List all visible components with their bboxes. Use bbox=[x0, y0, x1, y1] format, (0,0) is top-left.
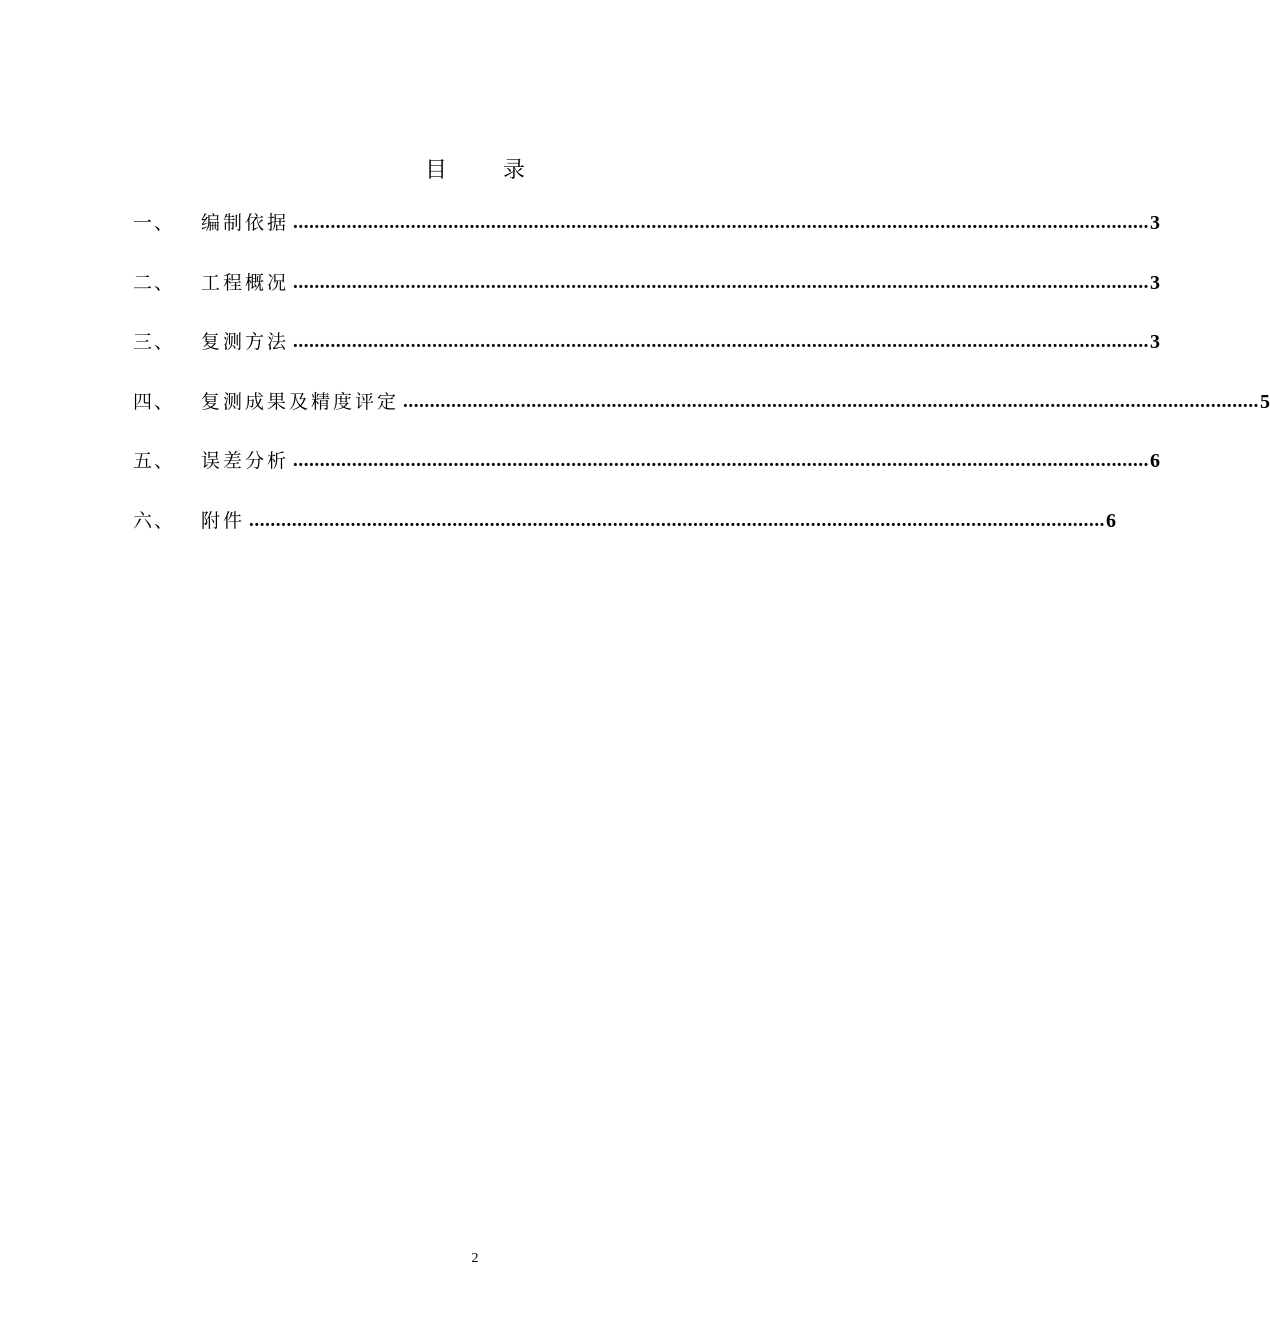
toc-dot-leader: ................................................................................................................................................................ bbox=[293, 331, 1150, 353]
toc-entry[interactable] bbox=[133, 208, 1161, 238]
toc-entry-number: 六、 bbox=[133, 509, 176, 532]
toc-entry-label: 复测成果及精度评定 bbox=[201, 390, 400, 413]
toc-dot-leader: ................................................................................................................................................................ bbox=[293, 212, 1150, 233]
toc-title: 目 录 bbox=[425, 158, 525, 183]
toc-entry[interactable] bbox=[133, 446, 1161, 476]
toc-entry-page: 6 bbox=[1106, 509, 1117, 532]
toc-entry-number: 一、 bbox=[133, 212, 176, 234]
toc-entry[interactable] bbox=[133, 506, 1117, 536]
toc-entry-page: 6 bbox=[1150, 450, 1161, 473]
toc-dot-leader: ................................................................................................................................................................ bbox=[249, 509, 1106, 531]
toc-entry-number: 二、 bbox=[133, 271, 176, 294]
toc-entry[interactable] bbox=[133, 387, 1270, 417]
toc-entry-label: 附件 bbox=[201, 509, 246, 532]
toc-entry-label: 误差分析 bbox=[201, 450, 290, 473]
page-number: 2 bbox=[471, 1251, 479, 1266]
toc-entry-label: 编制依据 bbox=[201, 212, 290, 234]
toc-dot-leader: ................................................................................................................................................................ bbox=[293, 271, 1150, 293]
toc-entry[interactable] bbox=[133, 327, 1161, 357]
toc-entry-page: 5 bbox=[1260, 390, 1270, 413]
toc-entry-label: 复测方法 bbox=[201, 331, 290, 354]
toc-entry-number: 四、 bbox=[133, 390, 176, 413]
toc-entry-page: 3 bbox=[1150, 331, 1161, 354]
toc-entry-page: 3 bbox=[1150, 212, 1161, 234]
toc-entry-label: 工程概况 bbox=[201, 271, 290, 294]
toc-entry-number: 五、 bbox=[133, 450, 176, 473]
toc-dot-leader: ................................................................................................................................................................ bbox=[403, 390, 1260, 412]
toc-entry-number: 三、 bbox=[133, 331, 176, 354]
toc-entry[interactable] bbox=[133, 268, 1161, 298]
toc-dot-leader: ................................................................................................................................................................ bbox=[293, 450, 1150, 472]
toc-entry-page: 3 bbox=[1150, 271, 1161, 294]
toc-list bbox=[133, 208, 1270, 566]
